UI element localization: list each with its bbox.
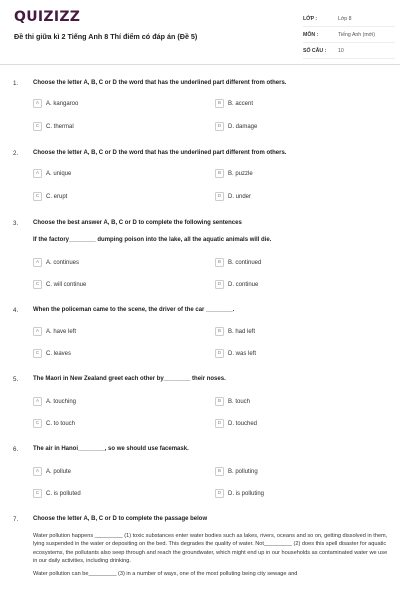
- meta-key: SỐ CÂU :: [303, 47, 327, 54]
- option-letter-box: D: [215, 192, 224, 201]
- option-text: A. touching: [46, 398, 77, 405]
- option-letter-box: D: [215, 489, 224, 498]
- option-text: B. continued: [228, 259, 262, 266]
- option-letter-box: B: [215, 258, 224, 267]
- option-a[interactable]: [33, 98, 78, 109]
- meta-value: 10: [338, 47, 344, 54]
- question-text: Choose the letter A, B, C or D to complete the passage below: [33, 516, 208, 522]
- option-b[interactable]: [215, 98, 253, 109]
- document-title: Đề thi giữa kì 2 Tiếng Anh 8 Thí điểm có đáp án (Đề 5): [14, 32, 198, 41]
- option-letter-box: C: [33, 280, 42, 289]
- question-sentence: If the factory________ dumping poison into the lake, all the aquatic animals will die.: [33, 237, 272, 243]
- option-d[interactable]: [215, 488, 264, 499]
- meta-row-question-count: [303, 43, 395, 59]
- option-text: D. under: [228, 193, 252, 200]
- option-letter-box: C: [33, 489, 42, 498]
- option-text: B. touch: [228, 398, 251, 405]
- option-letter-box: C: [33, 122, 42, 131]
- option-text: D. was left: [228, 350, 257, 357]
- option-text: D. damage: [228, 123, 258, 130]
- option-letter-box: C: [33, 349, 42, 358]
- option-a[interactable]: [33, 168, 71, 179]
- option-text: C. will continue: [46, 281, 87, 288]
- option-letter-box: A: [33, 169, 42, 178]
- option-text: A. continues: [46, 259, 80, 266]
- option-a[interactable]: [33, 257, 79, 268]
- option-c[interactable]: [33, 418, 75, 429]
- question-number: 4.: [13, 307, 19, 314]
- option-a[interactable]: [33, 466, 71, 477]
- question-text: Choose the letter A, B, C or D the word that has the underlined part different from others.: [33, 80, 287, 86]
- question-number: 3.: [13, 220, 19, 227]
- option-c[interactable]: [33, 279, 86, 290]
- meta-key: MÔN :: [303, 31, 319, 38]
- option-d[interactable]: [215, 121, 257, 132]
- option-letter-box: D: [215, 419, 224, 428]
- option-letter-box: D: [215, 349, 224, 358]
- option-text: C. thermal: [46, 123, 74, 130]
- option-letter-box: A: [33, 327, 42, 336]
- option-text: B. accent: [228, 100, 254, 107]
- option-c[interactable]: [33, 121, 74, 132]
- question-text: Choose the letter A, B, C or D the word that has the underlined part different from others.: [33, 150, 287, 156]
- option-letter-box: B: [215, 99, 224, 108]
- option-text: B. puzzle: [228, 170, 253, 177]
- option-letter-box: B: [215, 169, 224, 178]
- option-letter-box: A: [33, 99, 42, 108]
- reading-passage: [33, 532, 388, 582]
- option-b[interactable]: [215, 257, 261, 268]
- question-text: Choose the best answer A, B, C or D to complete the following sentences: [33, 220, 242, 226]
- question-number: 2.: [13, 150, 19, 157]
- option-c[interactable]: [33, 191, 67, 202]
- option-text: D. touched: [228, 420, 258, 427]
- option-letter-box: A: [33, 258, 42, 267]
- option-text: A. unique: [46, 170, 72, 177]
- option-letter-box: B: [215, 327, 224, 336]
- option-letter-box: C: [33, 192, 42, 201]
- option-text: A. pollute: [46, 468, 72, 475]
- meta-key: LỚP :: [303, 15, 318, 22]
- option-d[interactable]: [215, 191, 251, 202]
- option-c[interactable]: [33, 348, 71, 359]
- option-letter-box: C: [33, 419, 42, 428]
- meta-value: Lớp 8: [338, 15, 352, 22]
- option-c[interactable]: [33, 488, 81, 499]
- question-text: The air in Hanoi________, so we should use facemask.: [33, 446, 189, 452]
- option-d[interactable]: [215, 279, 258, 290]
- option-letter-box: A: [33, 397, 42, 406]
- option-text: D. continue: [228, 281, 259, 288]
- option-b[interactable]: [215, 466, 258, 477]
- option-text: C. is polluted: [46, 490, 81, 497]
- option-d[interactable]: [215, 418, 257, 429]
- passage-paragraph: Water pollution can be_________ (3) in a number of ways, one of the most polluting being city sewage and: [33, 570, 298, 577]
- option-letter-box: D: [215, 280, 224, 289]
- question-text: The Maori in New Zealand greet each other by________ their noses.: [33, 376, 226, 382]
- question-number: 1.: [13, 80, 19, 87]
- option-d[interactable]: [215, 348, 256, 359]
- meta-row-subject: [303, 27, 395, 43]
- option-a[interactable]: [33, 326, 76, 337]
- option-text: C. leaves: [46, 350, 72, 357]
- option-letter-box: D: [215, 122, 224, 131]
- meta-info-table: [303, 11, 395, 59]
- option-text: B. had left: [228, 328, 256, 335]
- option-text: A. have left: [46, 328, 77, 335]
- passage-paragraph: Water pollution happens _________ (1) toxic substances enter water bodies such as lakes, rivers, oceans and so on, getting dissolved in them, lying suspended in the water or depositing on the bed. This degrades the quality of water. Not_________ (2) does this spell disaster for aquatic ecosystems, the pollutants also seep through and reach the groundwater, which might end up in our households as contaminated water we use in our daily activities, including drinking.: [33, 533, 388, 565]
- option-text: C. to touch: [46, 420, 76, 427]
- quizizz-logo: QUIZIZZ: [14, 9, 81, 25]
- option-a[interactable]: [33, 396, 76, 407]
- question-number: 7.: [13, 516, 19, 523]
- option-text: D. is polluting: [228, 490, 265, 497]
- option-b[interactable]: [215, 326, 255, 337]
- option-text: C. erupt: [46, 193, 68, 200]
- page-header: [0, 0, 400, 65]
- option-b[interactable]: [215, 168, 253, 179]
- option-text: A. kangaroo: [46, 100, 79, 107]
- option-letter-box: A: [33, 467, 42, 476]
- meta-row-class: [303, 11, 395, 27]
- option-text: B. polluting: [228, 468, 258, 475]
- question-text: When the policeman came to the scene, the driver of the car ________.: [33, 307, 235, 313]
- option-letter-box: B: [215, 467, 224, 476]
- option-letter-box: B: [215, 397, 224, 406]
- question-number: 5.: [13, 376, 19, 383]
- option-b[interactable]: [215, 396, 250, 407]
- meta-value: Tiếng Anh (mới): [338, 31, 375, 38]
- question-number: 6.: [13, 446, 19, 453]
